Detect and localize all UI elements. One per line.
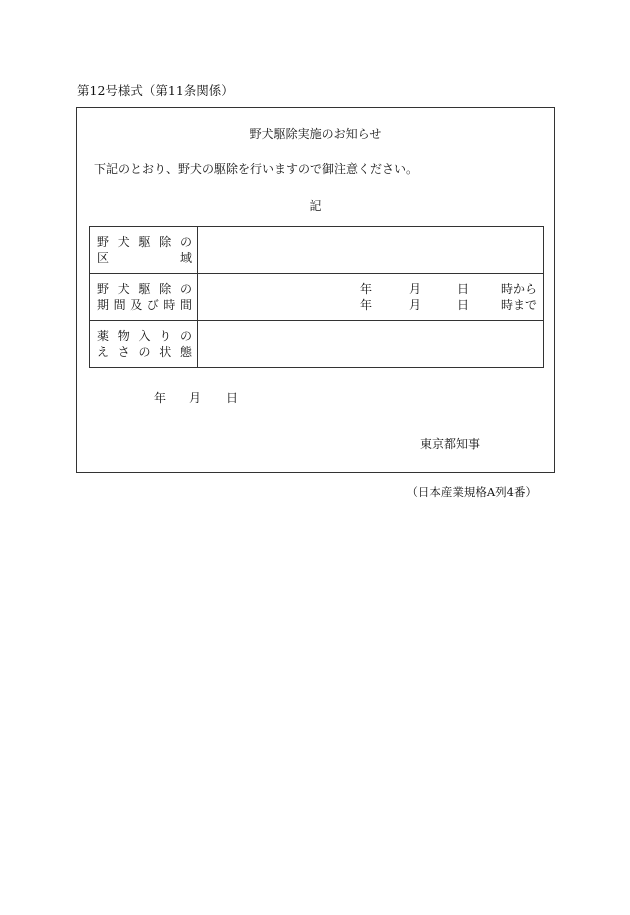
period-start-row	[360, 281, 537, 297]
date-day-label: 日	[226, 391, 239, 405]
label-char: 域	[179, 251, 192, 265]
label-char: 期	[97, 298, 110, 312]
label-char: 間	[113, 298, 126, 312]
label-char: 及	[130, 298, 143, 312]
label-char: 犬	[117, 282, 130, 296]
end-month-label: 月	[409, 298, 422, 312]
issuer-name: 東京都知事	[420, 437, 481, 451]
date-year-label: 年	[154, 391, 167, 405]
label-char: び	[146, 298, 159, 312]
label-line	[97, 250, 192, 266]
label-char: 間	[179, 298, 192, 312]
label-char: 区	[97, 251, 110, 265]
label-line	[97, 281, 192, 297]
label-char: 除	[159, 282, 172, 296]
paper-size-note: （日本産業規格A列4番）	[406, 485, 537, 499]
notice-table	[89, 226, 544, 368]
label-char: 入	[138, 329, 151, 343]
label-bait	[90, 321, 198, 368]
label-line	[97, 297, 192, 313]
label-char: の	[138, 345, 151, 359]
table-row-area	[90, 227, 544, 274]
label-line	[97, 234, 192, 250]
form-number: 第12号様式（第11条関係）	[77, 83, 234, 98]
label-char: の	[179, 282, 192, 296]
table-row-period	[90, 274, 544, 321]
label-line	[97, 328, 192, 344]
notice-frame	[76, 107, 555, 473]
label-char: の	[179, 329, 192, 343]
label-char: 野	[97, 235, 110, 249]
period-end-row	[360, 297, 537, 313]
value-period[interactable]	[198, 274, 544, 321]
label-char: 薬	[97, 329, 110, 343]
label-char: 野	[97, 282, 110, 296]
label-line	[97, 344, 192, 360]
label-char: 物	[117, 329, 130, 343]
end-day-label: 日	[457, 298, 470, 312]
ki-heading: 記	[309, 199, 322, 213]
label-char: り	[159, 329, 172, 343]
value-area[interactable]	[198, 227, 544, 274]
label-char: さ	[117, 345, 130, 359]
label-char: 態	[179, 345, 192, 359]
label-char: 駆	[138, 235, 151, 249]
label-char: の	[179, 235, 192, 249]
notice-title: 野犬駆除実施のお知らせ	[249, 127, 382, 141]
label-area	[90, 227, 198, 274]
label-char: 犬	[117, 235, 130, 249]
end-time-label: 時まで	[500, 298, 537, 312]
label-char: 時	[163, 298, 176, 312]
label-char: え	[97, 345, 110, 359]
notice-intro: 下記のとおり、野犬の駆除を行いますので御注意ください。	[94, 162, 419, 176]
end-year-label: 年	[360, 298, 373, 312]
label-period	[90, 274, 198, 321]
label-char: 状	[159, 345, 172, 359]
label-char: 除	[159, 235, 172, 249]
value-bait[interactable]	[198, 321, 544, 368]
label-char: 駆	[138, 282, 151, 296]
table-row-bait	[90, 321, 544, 368]
start-month-label: 月	[409, 282, 422, 296]
start-time-label: 時から	[500, 282, 537, 296]
start-day-label: 日	[457, 282, 470, 296]
start-year-label: 年	[360, 282, 373, 296]
date-month-label: 月	[189, 391, 202, 405]
notice-date	[154, 390, 244, 406]
